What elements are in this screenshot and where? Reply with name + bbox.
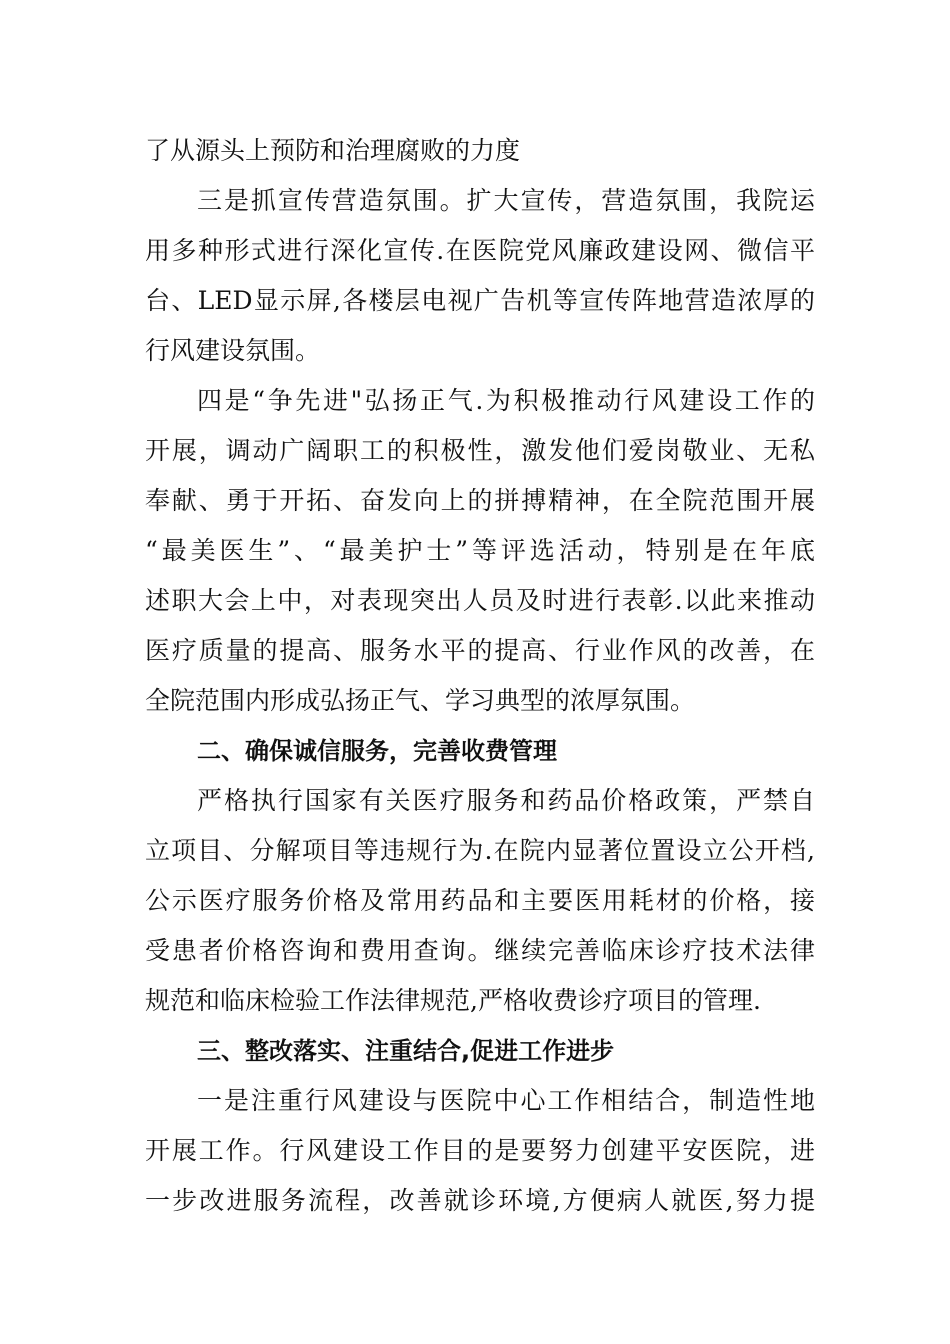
text-line: 开展，调动广阔职工的积极性，激发他们爱岗敬业、无私 [145, 436, 815, 465]
text-line: 立项目、分解项目等违规行为.在院内显著位置设立公开档, [145, 836, 815, 865]
text-line: 台、LED显示屏,各楼层电视广告机等宣传阵地营造浓厚的 [145, 286, 815, 315]
text-line: 用多种形式进行深化宣传.在医院党风廉政建设网、微信平 [145, 236, 815, 265]
text-line: 全院范围内形成弘扬正气、学习典型的浓厚氛围。 [145, 686, 696, 715]
text-line: 述职大会上中，对表现突出人员及时进行表彰.以此来推动 [145, 586, 815, 615]
text-line: 行风建设氛围。 [145, 336, 321, 365]
text-line: 三是抓宣传营造氛围。扩大宣传，营造氛围，我院运 [197, 186, 815, 215]
text-line: “最美医生”、“最美护士”等评选活动，特别是在年底 [145, 536, 815, 565]
text-line: 受患者价格咨询和费用查询。继续完善临床诊疗技术法律 [145, 936, 815, 965]
text-line: 严格执行国家有关医疗服务和药品价格政策，严禁自 [197, 786, 815, 815]
text-line: 了从源头上预防和治理腐败的力度 [145, 136, 521, 165]
section-heading: 三、整改落实、注重结合,促进工作进步 [197, 1037, 615, 1065]
text-line: 开展工作。行风建设工作目的是要努力创建平安医院，进 [145, 1136, 815, 1165]
text-line: 医疗质量的提高、服务水平的提高、行业作风的改善，在 [145, 636, 815, 665]
text-line: 一步改进服务流程，改善就诊环境,方便病人就医,努力提 [145, 1186, 815, 1215]
text-line: 奉献、勇于开拓、奋发向上的拼搏精神，在全院范围开展 [145, 486, 815, 515]
text-line: 一是注重行风建设与医院中心工作相结合，制造性地 [197, 1086, 815, 1115]
section-heading: 二、确保诚信服务，完善收费管理 [197, 737, 557, 765]
text-line: 四是“争先进"弘扬正气.为积极推动行风建设工作的 [197, 386, 815, 415]
text-line: 规范和临床检验工作法律规范,严格收费诊疗项目的管理. [145, 986, 761, 1015]
text-line: 公示医疗服务价格及常用药品和主要医用耗材的价格，接 [145, 886, 815, 915]
